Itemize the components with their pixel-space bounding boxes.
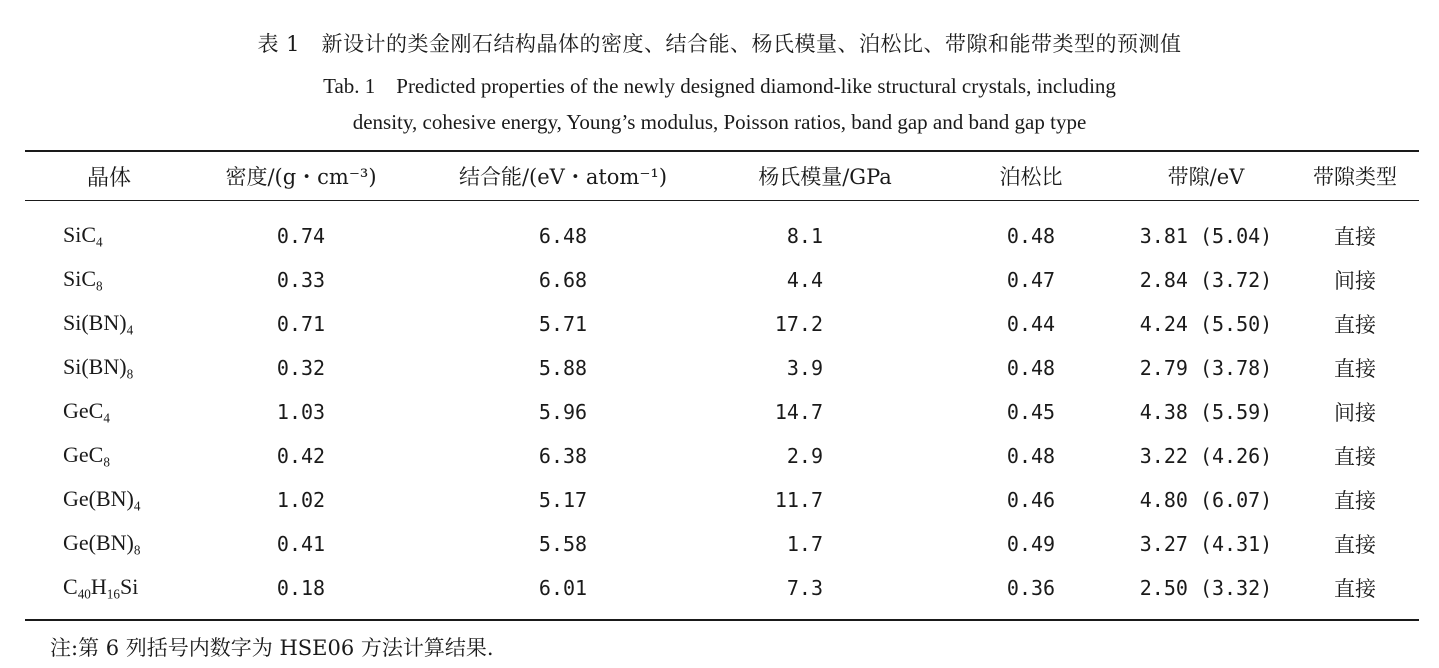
table-caption-english-line2: density, cohesive energy, Young’s modulus, Poisson ratios, band gap and band gap type [352,110,1087,134]
band-gap-cell: 2.50 (3.32) [1139,576,1273,600]
density-cell: 1.03 [276,400,326,424]
table-bottom-rule [25,619,1419,621]
cohesive-energy-cell: 5.96 [538,400,588,424]
table-row [25,566,1419,610]
table-footnote: 注:第 6 列括号内数字为 HSE06 方法计算结果. [50,636,494,660]
crystal-cell: $Si(BN)_4$ [63,309,134,338]
density-cell: 0.18 [276,576,326,600]
cohesive-energy-cell: 6.01 [538,576,588,600]
properties-table [25,152,1419,610]
band-gap-type-cell: 直接 [1334,533,1376,557]
header-cohesive-energy: 结合能/(eV・atom⁻¹) [458,165,668,189]
band-gap-cell: 2.79 (3.78) [1139,356,1273,380]
band-gap-cell: 4.80 (6.07) [1139,488,1273,512]
youngs-modulus-cell: 2.9 [786,444,823,468]
table-header-row [25,152,1419,200]
band-gap-cell: 4.24 (5.50) [1139,312,1273,336]
table-row [25,200,1419,258]
header-band-gap: 带隙/eV [1167,165,1245,189]
band-gap-cell: 4.38 (5.59) [1139,400,1273,424]
cohesive-energy-cell: 5.58 [538,532,588,556]
cohesive-energy-cell: 5.88 [538,356,588,380]
header-youngs-modulus: 杨氏模量/GPa [758,165,892,189]
band-gap-cell: 3.22 (4.26) [1139,444,1273,468]
poisson-ratio-cell: 0.36 [1006,576,1056,600]
header-poisson-ratio: 泊松比 [999,165,1063,189]
crystal-cell: $Ge(BN)_4$ [63,485,141,514]
poisson-ratio-cell: 0.49 [1006,532,1056,556]
cohesive-energy-cell: 6.38 [538,444,588,468]
crystal-cell: GeC$_4$ [63,397,110,426]
youngs-modulus-cell: 4.4 [786,268,823,292]
cohesive-energy-cell: 6.68 [538,268,588,292]
poisson-ratio-cell: 0.47 [1006,268,1056,292]
table-row [25,522,1419,566]
cohesive-energy-cell: 5.17 [538,488,588,512]
density-cell: 0.41 [276,532,326,556]
band-gap-type-cell: 直接 [1334,357,1376,381]
table-row [25,434,1419,478]
density-cell: 0.74 [276,224,326,248]
table-row [25,346,1419,390]
crystal-cell: SiC$_4$ [63,221,103,250]
band-gap-type-cell: 间接 [1334,269,1376,293]
table-caption-chinese: 表 1 新设计的类金刚石结构晶体的密度、结合能、杨氏模量、泊松比、带隙和能带类型的预测值 [257,32,1182,56]
density-cell: 0.42 [276,444,326,468]
crystal-cell: $C_{40}H_{16}Si$ [63,573,139,602]
header-density: 密度/(g・cm⁻³) [225,165,377,189]
youngs-modulus-cell: 14.7 [774,400,823,424]
band-gap-cell: 3.81 (5.04) [1139,224,1273,248]
band-gap-type-cell: 直接 [1334,445,1376,469]
youngs-modulus-cell: 11.7 [774,488,823,512]
poisson-ratio-cell: 0.48 [1006,444,1056,468]
density-cell: 1.02 [276,488,326,512]
band-gap-type-cell: 直接 [1334,489,1376,513]
crystal-cell: SiC$_8$ [63,265,103,294]
band-gap-cell: 3.27 (4.31) [1139,532,1273,556]
density-cell: 0.33 [276,268,326,292]
poisson-ratio-cell: 0.48 [1006,356,1056,380]
youngs-modulus-cell: 8.1 [786,224,823,248]
youngs-modulus-cell: 17.2 [774,312,823,336]
crystal-cell: $Ge(BN)_8$ [63,529,141,558]
table-row [25,478,1419,522]
cohesive-energy-cell: 5.71 [538,312,588,336]
crystal-cell: GeC$_8$ [63,441,110,470]
youngs-modulus-cell: 1.7 [786,532,823,556]
table-row [25,390,1419,434]
density-cell: 0.32 [276,356,326,380]
table-row [25,258,1419,302]
band-gap-type-cell: 直接 [1334,225,1376,249]
cohesive-energy-cell: 6.48 [538,224,588,248]
poisson-ratio-cell: 0.45 [1006,400,1056,424]
crystal-cell: $Si(BN)_8$ [63,353,134,382]
band-gap-type-cell: 直接 [1334,577,1376,601]
table-row [25,302,1419,346]
density-cell: 0.71 [276,312,326,336]
poisson-ratio-cell: 0.48 [1006,224,1056,248]
poisson-ratio-cell: 0.46 [1006,488,1056,512]
youngs-modulus-cell: 3.9 [786,356,823,380]
band-gap-type-cell: 直接 [1334,313,1376,337]
header-crystal: 晶体 [87,164,132,190]
table-caption-english-line1: Tab. 1 Predicted properties of the newly designed diamond-like structural crystals, including [323,74,1116,98]
youngs-modulus-cell: 7.3 [786,576,823,600]
poisson-ratio-cell: 0.44 [1006,312,1056,336]
header-band-gap-type: 带隙类型 [1313,165,1397,189]
band-gap-cell: 2.84 (3.72) [1139,268,1273,292]
band-gap-type-cell: 间接 [1334,401,1376,425]
